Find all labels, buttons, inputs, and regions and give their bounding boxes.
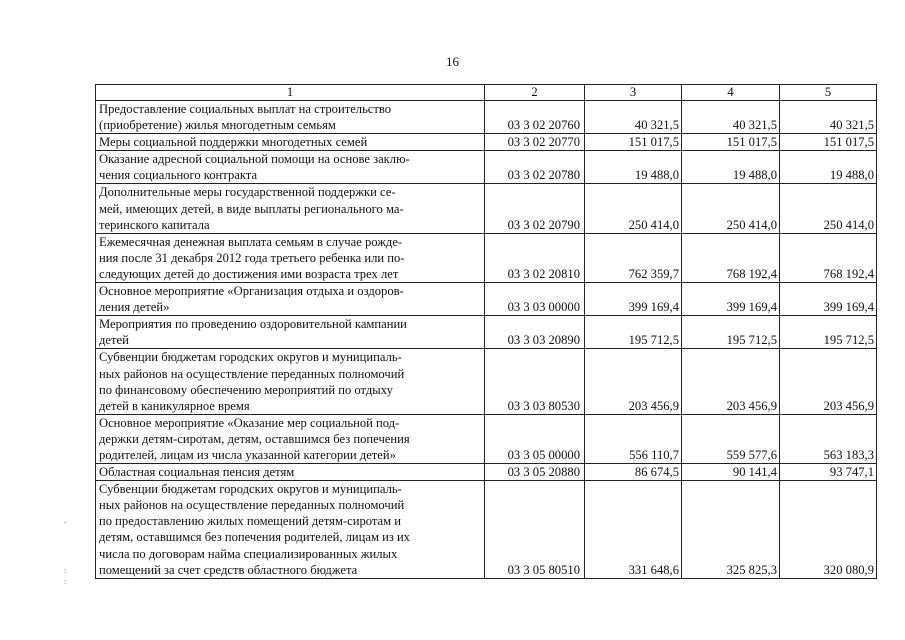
row-value-3-cell: 195 712,5: [585, 316, 682, 349]
row-value-3-cell: 86 674,5: [585, 464, 682, 481]
row-name-line: (приобретение) жилья многодетным семьям: [99, 118, 336, 133]
row-value-4-cell: 768 192,4: [682, 233, 780, 282]
row-code-cell: 03 3 03 00000: [485, 283, 585, 316]
row-name-line: Мероприятия по проведению оздоровительной кампании: [99, 317, 407, 332]
margin-mark: -: [64, 518, 67, 527]
row-name-cell: [96, 151, 485, 184]
row-value-3-cell: 250 414,0: [585, 184, 682, 233]
margin-mark: :: [64, 577, 67, 586]
row-name-line: держки детям-сиротам, детям, оставшимся без попечения: [99, 431, 410, 446]
column-header: 5: [780, 85, 877, 101]
row-name-line: Ежемесячная денежная выплата семьям в случае рожде-: [99, 234, 403, 249]
row-value-4-cell: 250 414,0: [682, 184, 780, 233]
row-value-3-cell: 203 456,9: [585, 349, 682, 414]
row-code-cell: 03 3 05 20880: [485, 464, 585, 481]
row-name-line: Меры социальной поддержки многодетных семей: [99, 135, 368, 150]
row-name-cell: [96, 134, 485, 151]
budget-table: [95, 84, 877, 579]
row-name-line: помещений за счет средств областного бюджета: [99, 562, 358, 577]
row-name-line: теринского капитала: [99, 217, 210, 232]
row-value-4-cell: 399 169,4: [682, 283, 780, 316]
table-row: [96, 349, 877, 414]
row-code-cell: 03 3 02 20790: [485, 184, 585, 233]
row-name-line: Субвенции бюджетам городских округов и муниципаль-: [99, 482, 402, 497]
table-row: [96, 481, 877, 579]
row-code-cell: 03 3 02 20760: [485, 101, 585, 134]
row-code-cell: 03 3 05 00000: [485, 414, 585, 463]
row-value-4-cell: 203 456,9: [682, 349, 780, 414]
row-name-line: Дополнительные меры государственной поддержки се-: [99, 185, 396, 200]
row-name-line: ния после 31 декабря 2012 года третьего ребенка или по-: [99, 250, 405, 265]
row-value-5-cell: 19 488,0: [780, 151, 877, 184]
row-value-5-cell: 563 183,3: [780, 414, 877, 463]
table-row: [96, 283, 877, 316]
table-row: [96, 414, 877, 463]
table-row: [96, 134, 877, 151]
row-name-cell: [96, 184, 485, 233]
row-value-5-cell: 151 017,5: [780, 134, 877, 151]
row-name-line: ных районов на осуществление переданных полномочий: [99, 498, 405, 513]
row-name-cell: [96, 233, 485, 282]
row-code-cell: 03 3 05 80510: [485, 481, 585, 579]
column-header: 3: [585, 85, 682, 101]
row-name-line: чения социального контракта: [99, 168, 258, 183]
row-name-line: по финансовому обеспечению мероприятий по отдыху: [99, 382, 393, 397]
row-name-line: Предоставление социальных выплат на строительство: [99, 102, 392, 116]
row-name-line: ления детей»: [99, 300, 170, 315]
row-value-4-cell: 325 825,3: [682, 481, 780, 579]
row-value-5-cell: 320 080,9: [780, 481, 877, 579]
margin-mark: :: [64, 566, 67, 575]
row-value-5-cell: 93 747,1: [780, 464, 877, 481]
table-row: [96, 151, 877, 184]
row-code-cell: 03 3 03 20890: [485, 316, 585, 349]
row-value-5-cell: 203 456,9: [780, 349, 877, 414]
row-name-line: по предоставлению жилых помещений детям-сиротам и: [99, 514, 401, 529]
row-name-line: числа по договорам найма специализированных жилых: [99, 546, 398, 561]
row-name-cell: [96, 414, 485, 463]
row-value-4-cell: 90 141,4: [682, 464, 780, 481]
column-header: 4: [682, 85, 780, 101]
row-name-line: детей: [99, 333, 129, 348]
table-row: [96, 233, 877, 282]
row-value-3-cell: 19 488,0: [585, 151, 682, 184]
row-name-cell: [96, 464, 485, 481]
row-code-cell: 03 3 03 80530: [485, 349, 585, 414]
row-name-line: родителей, лицам из числа указанной категории детей»: [99, 447, 396, 462]
row-name-cell: [96, 349, 485, 414]
row-name-line: Оказание адресной социальной помощи на основе заклю-: [99, 152, 410, 167]
row-value-3-cell: 40 321,5: [585, 101, 682, 134]
page-number: 16: [446, 54, 459, 69]
row-value-5-cell: 399 169,4: [780, 283, 877, 316]
row-name-line: Основное мероприятие «Организация отдыха и оздоров-: [99, 284, 404, 299]
table-row: [96, 464, 877, 481]
row-name-line: следующих детей до достижения ими возраста трех лет: [99, 266, 399, 281]
table-row: [96, 316, 877, 349]
row-name-line: детям, оставшимся без попечения родителей, лицам из их: [99, 530, 410, 545]
row-value-5-cell: 40 321,5: [780, 101, 877, 134]
row-value-4-cell: 151 017,5: [682, 134, 780, 151]
row-name-line: Основное мероприятие «Оказание мер социальной под-: [99, 415, 400, 430]
row-value-3-cell: 151 017,5: [585, 134, 682, 151]
row-value-3-cell: 556 110,7: [585, 414, 682, 463]
row-code-cell: 03 3 02 20770: [485, 134, 585, 151]
row-value-5-cell: 250 414,0: [780, 184, 877, 233]
row-value-5-cell: 195 712,5: [780, 316, 877, 349]
row-name-cell: [96, 283, 485, 316]
table-row: [96, 101, 877, 134]
column-header: 2: [485, 85, 585, 101]
row-value-3-cell: 331 648,6: [585, 481, 682, 579]
row-name-cell: [96, 101, 485, 134]
row-name-line: Субвенции бюджетам городских округов и муниципаль-: [99, 350, 402, 365]
row-name-cell: [96, 316, 485, 349]
row-name-line: Областная социальная пенсия детям: [99, 465, 295, 480]
table-header-row: [96, 85, 877, 101]
row-name-line: детей в каникулярное время: [99, 398, 250, 413]
row-value-5-cell: 768 192,4: [780, 233, 877, 282]
column-header: 1: [96, 85, 485, 101]
row-value-3-cell: 399 169,4: [585, 283, 682, 316]
row-name-line: ных районов на осуществление переданных полномочий: [99, 366, 405, 381]
row-code-cell: 03 3 02 20780: [485, 151, 585, 184]
row-name-line: мей, имеющих детей, в виде выплаты регионального ма-: [99, 201, 404, 216]
row-value-4-cell: 40 321,5: [682, 101, 780, 134]
table-row: [96, 184, 877, 233]
row-value-4-cell: 559 577,6: [682, 414, 780, 463]
row-value-4-cell: 195 712,5: [682, 316, 780, 349]
row-value-3-cell: 762 359,7: [585, 233, 682, 282]
row-value-4-cell: 19 488,0: [682, 151, 780, 184]
row-code-cell: 03 3 02 20810: [485, 233, 585, 282]
row-name-cell: [96, 481, 485, 579]
